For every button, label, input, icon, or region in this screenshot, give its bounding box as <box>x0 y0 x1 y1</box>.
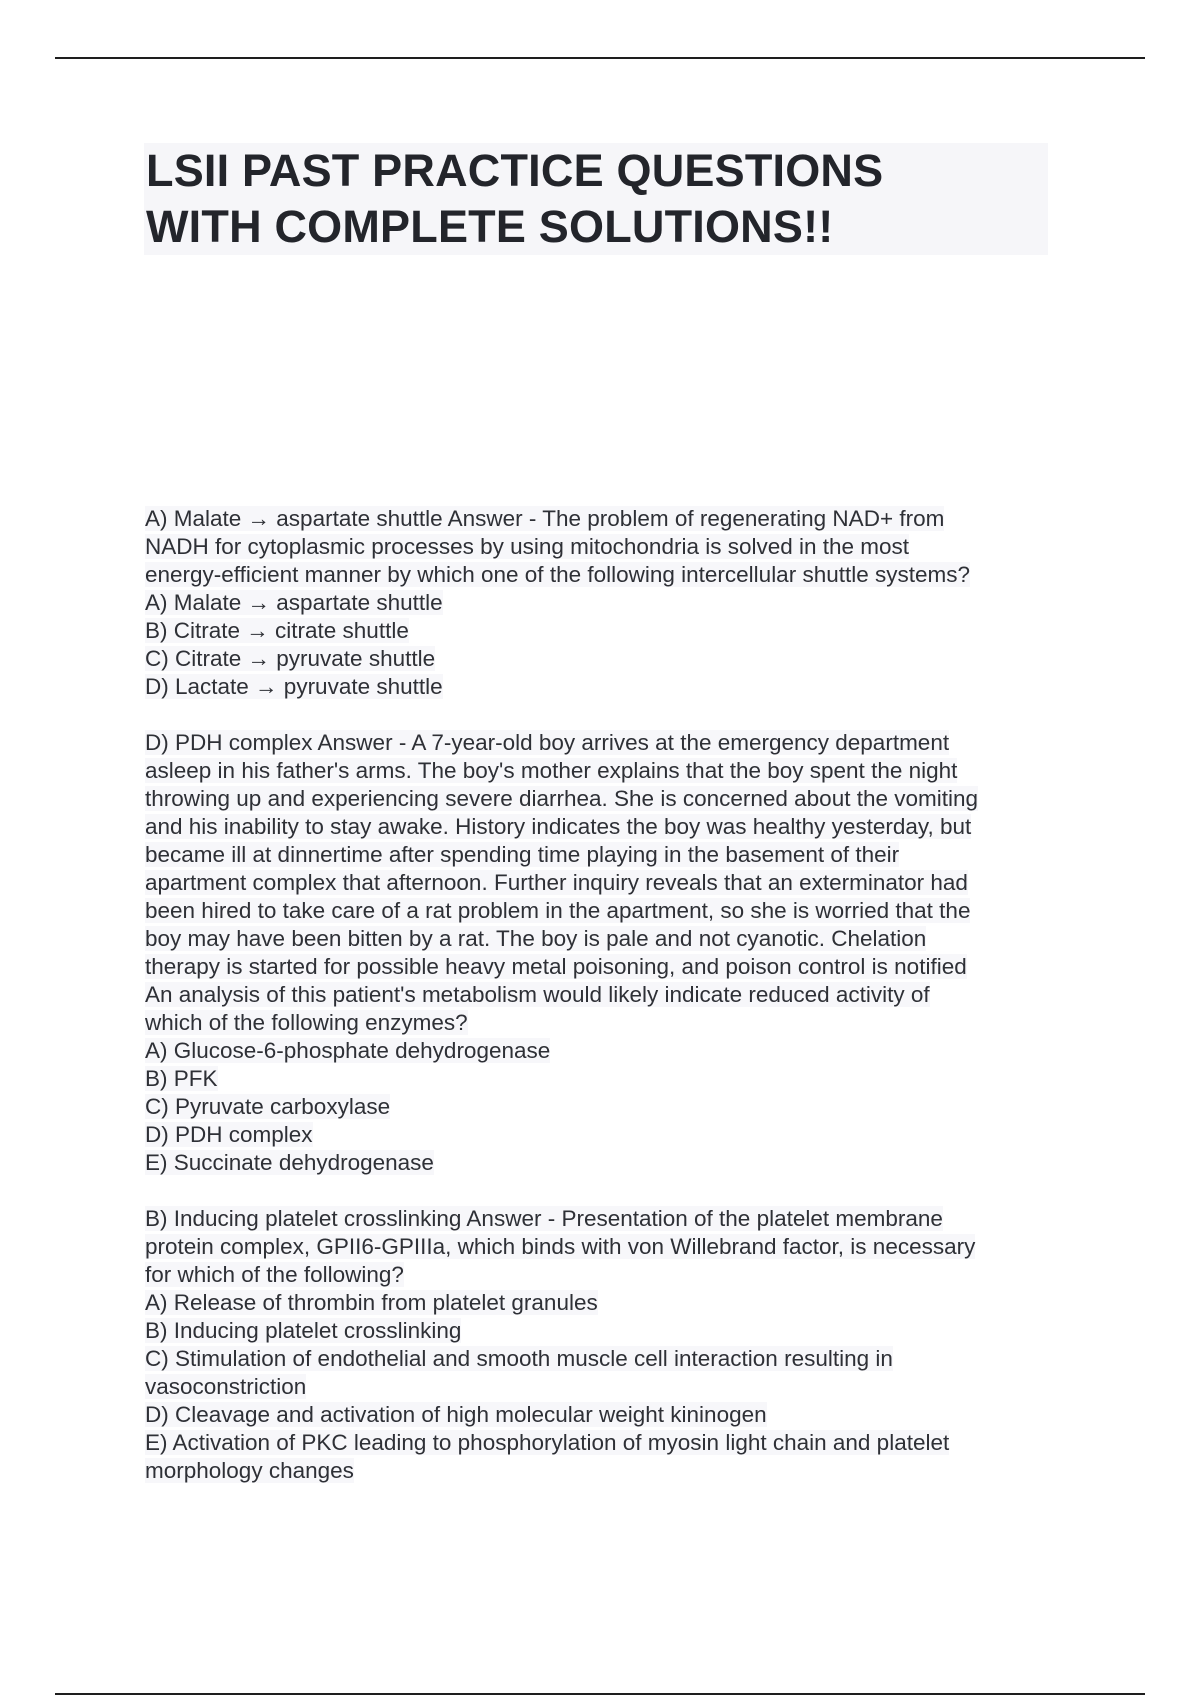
question-text-line <box>145 869 1045 897</box>
question-text: C) Stimulation of endothelial and smooth muscle cell interaction resulting in <box>145 1346 893 1371</box>
question-text-line <box>145 1009 1045 1037</box>
question-text-line <box>145 1093 1045 1121</box>
question-text-line <box>145 1429 1045 1457</box>
question-text-line <box>145 1261 1045 1289</box>
question-text-line <box>145 1233 1045 1261</box>
question-text: apartment complex that afternoon. Further inquiry reveals that an exterminator had <box>145 870 968 895</box>
title-line: LSII PAST PRACTICE QUESTIONS <box>146 145 884 196</box>
question-text: protein complex, GPII6-GPIIIa, which binds with von Willebrand factor, is necessary <box>145 1234 976 1259</box>
question-text: energy-efficient manner by which one of the following intercellular shuttle systems? <box>145 562 971 587</box>
question-text: B) Inducing platelet crosslinking <box>145 1318 462 1343</box>
question-text-line <box>145 1121 1045 1149</box>
page-title <box>144 143 1048 255</box>
header-rule <box>55 57 1145 59</box>
question-text-line <box>145 785 1045 813</box>
question-text-line <box>145 925 1045 953</box>
question-text-line <box>145 1345 1045 1373</box>
question-text: C) Citrate → pyruvate shuttle <box>145 646 436 671</box>
question-text: morphology changes <box>145 1458 354 1483</box>
question-text-line <box>145 589 1045 617</box>
question-text: D) PDH complex <box>145 1122 313 1147</box>
footer-rule <box>55 1693 1145 1695</box>
question-text: C) Pyruvate carboxylase <box>145 1094 391 1119</box>
question-text-line <box>145 729 1045 757</box>
question-text-line <box>145 1149 1045 1177</box>
question-text: vasoconstriction <box>145 1374 307 1399</box>
question-text: B) Citrate → citrate shuttle <box>145 618 409 643</box>
question-text-line <box>145 897 1045 925</box>
question-text-line <box>145 617 1045 645</box>
title-line: WITH COMPLETE SOLUTIONS!! <box>146 201 834 252</box>
question-text: A) Release of thrombin from platelet granules <box>145 1290 598 1315</box>
question-text-line <box>145 1065 1045 1093</box>
question-text: boy may have been bitten by a rat. The boy is pale and not cyanotic. Chelation <box>145 926 927 951</box>
question-block <box>145 505 1045 701</box>
question-text-line <box>145 981 1045 1009</box>
question-text-line <box>145 1205 1045 1233</box>
question-text-line <box>145 1401 1045 1429</box>
question-text: A) Malate → aspartate shuttle <box>145 590 443 615</box>
question-text: D) Cleavage and activation of high molecular weight kininogen <box>145 1402 767 1427</box>
title-block <box>144 143 1048 255</box>
question-block <box>145 729 1045 1177</box>
question-text: therapy is started for possible heavy metal poisoning, and poison control is notified <box>145 954 967 979</box>
question-text: D) PDH complex Answer - A 7-year-old boy arrives at the emergency department <box>145 730 950 755</box>
question-text: asleep in his father's arms. The boy's mother explains that the boy spent the night <box>145 758 958 783</box>
question-text-line <box>145 813 1045 841</box>
question-text-line <box>145 1289 1045 1317</box>
question-text: been hired to take care of a rat problem in the apartment, so she is worried that the <box>145 898 971 923</box>
question-text: An analysis of this patient's metabolism would likely indicate reduced activity of <box>145 982 930 1007</box>
question-text-line <box>145 757 1045 785</box>
question-text-line <box>145 1457 1045 1485</box>
question-text: E) Succinate dehydrogenase <box>145 1150 434 1175</box>
question-text: became ill at dinnertime after spending time playing in the basement of their <box>145 842 900 867</box>
question-text: NADH for cytoplasmic processes by using mitochondria is solved in the most <box>145 534 910 559</box>
question-text: which of the following enzymes? <box>145 1010 468 1035</box>
question-text: B) PFK <box>145 1066 218 1091</box>
question-text-line <box>145 561 1045 589</box>
question-text: for which of the following? <box>145 1262 404 1287</box>
question-text-line <box>145 1373 1045 1401</box>
question-text-line <box>145 1317 1045 1345</box>
question-text: throwing up and experiencing severe diarrhea. She is concerned about the vomiting <box>145 786 979 811</box>
question-block <box>145 1205 1045 1485</box>
question-text: D) Lactate → pyruvate shuttle <box>145 674 443 699</box>
question-text-line <box>145 1037 1045 1065</box>
question-text-line <box>145 673 1045 701</box>
question-list <box>145 505 1045 1513</box>
question-text: A) Glucose-6-phosphate dehydrogenase <box>145 1038 551 1063</box>
question-text: B) Inducing platelet crosslinking Answer - Presentation of the platelet membrane <box>145 1206 943 1231</box>
question-text-line <box>145 841 1045 869</box>
question-text-line <box>145 505 1045 533</box>
question-text-line <box>145 533 1045 561</box>
question-text-line <box>145 645 1045 673</box>
question-text: A) Malate → aspartate shuttle Answer - The problem of regenerating NAD+ from <box>145 506 945 531</box>
question-text: and his inability to stay awake. History indicates the boy was healthy yesterday, but <box>145 814 972 839</box>
question-text-line <box>145 953 1045 981</box>
question-text: E) Activation of PKC leading to phosphorylation of myosin light chain and platelet <box>145 1430 950 1455</box>
